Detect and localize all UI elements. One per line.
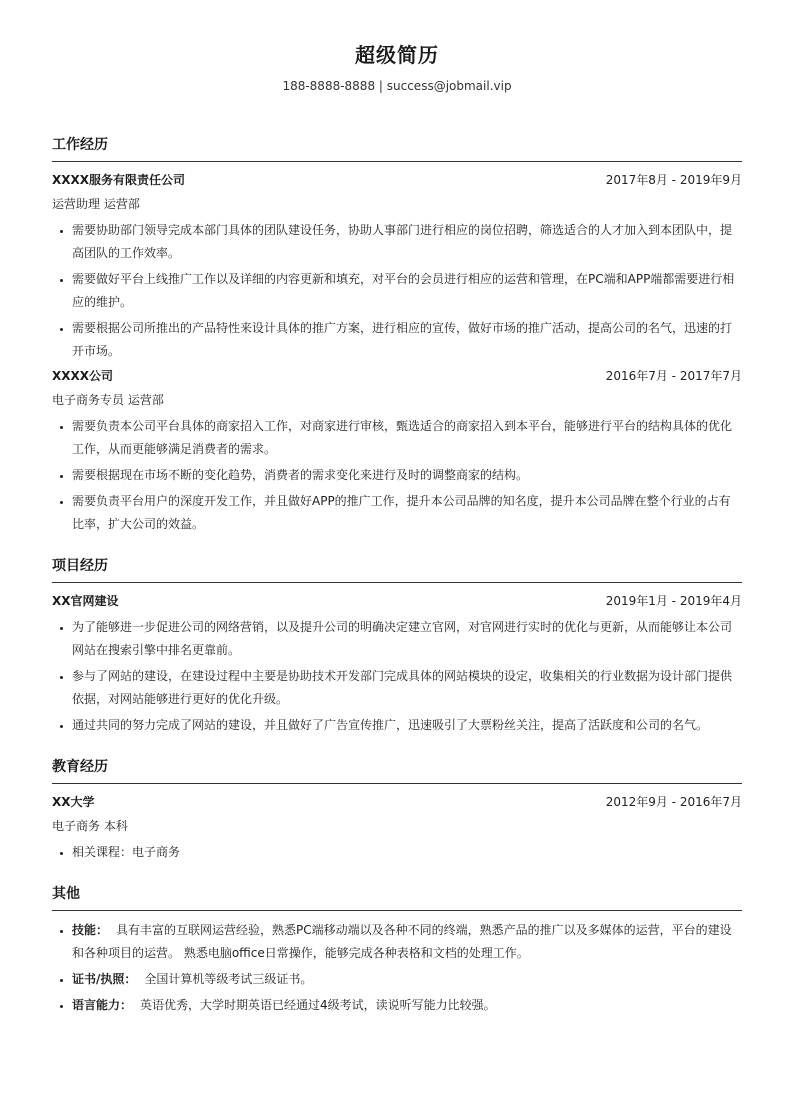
duty-list (52, 219, 742, 363)
work-entry (52, 367, 742, 536)
project-list (52, 616, 742, 737)
education-entry (52, 793, 742, 864)
list-item: • 参与了网站的建设，在建设过程中主要是协助技术开发部门完成具体的网站模块的设定，收集相关的行业数据为设计部门提供依据，对网站能够进行更好的优化升级。 (72, 665, 742, 711)
skill-text: 具有丰富的互联网运营经验，熟悉PC端移动端以及各种不同的终端，熟悉产品的推广以及多媒体的运营，平台的建设和各种项目的运营。 熟悉电脑office日常操作，能够完成各种表格和文档的处理工作。 (72, 923, 732, 960)
date-range: 2017年8月 - 2019年9月 (605, 173, 742, 187)
contact-info: 188-8888-8888 | success@jobmail.vip (282, 79, 512, 93)
job-role: 电子商务专员 运营部 (52, 393, 164, 407)
section-title-work: 工作经历 (52, 135, 742, 162)
job-role: 运营助理 运营部 (52, 197, 140, 211)
course-list (52, 841, 742, 864)
list-item: • 需要协助部门领导完成本部门具体的团队建设任务，协助人事部门进行相应的岗位招聘，筛选适合的人才加入到本团队中，提高团队的工作效率。 (72, 219, 742, 265)
section-title-projects: 项目经历 (52, 556, 742, 583)
section-title-education: 教育经历 (52, 757, 742, 784)
list-item: • 需要负责平台用户的深度开发工作，并且做好APP的推广工作，提升本公司品牌的知名度，提升本公司品牌在整个行业的占有比率，扩大公司的效益。 (72, 490, 742, 536)
list-item: • 为了能够进一步促进公司的网络营销，以及提升公司的明确决定建立官网，对官网进行实时的优化与更新，从而能够让本公司网站在搜索引擎中排名更靠前。 (72, 616, 742, 662)
resume-name: 超级简历 (355, 43, 439, 67)
list-item: • 需要根据现在市场不断的变化趋势，消费者的需求变化来进行及时的调整商家的结构。 (72, 464, 742, 487)
list-item: • 需要负责本公司平台具体的商家招入工作，对商家进行审核，甄选适合的商家招入到本平台，能够进行平台的结构具体的优化工作，从而更能够满足消费者的需求。 (72, 415, 742, 461)
work-entry (52, 171, 742, 363)
other-section (52, 884, 742, 1017)
duty-list (52, 415, 742, 536)
project-section (52, 556, 742, 737)
date-range: 2019年1月 - 2019年4月 (605, 594, 742, 608)
project-entry (52, 592, 742, 737)
language-label: 语言能力： (72, 998, 133, 1012)
other-list (52, 919, 742, 1017)
education-section (52, 757, 742, 864)
project-name: XX官网建设 (52, 594, 119, 608)
date-range: 2016年7月 - 2017年7月 (605, 369, 742, 383)
list-item: • 通过共同的努力完成了网站的建设，并且做好了广告宣传推广，迅速吸引了大票粉丝关注，提高了活跃度和公司的名气。 (72, 714, 742, 737)
degree: 电子商务 本科 (52, 819, 128, 833)
school-name: XX大学 (52, 795, 95, 809)
skill-label: 技能： (72, 923, 109, 937)
list-item-skills (72, 919, 742, 965)
company-name: XXXX服务有限责任公司 (52, 173, 186, 187)
work-section (52, 135, 742, 536)
list-item: • 相关课程：电子商务 (72, 841, 742, 864)
date-range: 2012年9月 - 2016年7月 (605, 795, 742, 809)
list-item: • 需要根据公司所推出的产品特性来设计具体的推广方案，进行相应的宣传，做好市场的推广活动，提高公司的名气，迅速的打开市场。 (72, 317, 742, 363)
company-name: XXXX公司 (52, 369, 114, 383)
certificate-label: 证书/执照： (72, 972, 137, 986)
list-item-language (72, 994, 742, 1017)
certificate-text: 全国计算机等级考试三级证书。 (144, 972, 313, 986)
language-text: 英语优秀，大学时期英语已经通过4级考试，读说听写能力比较强。 (140, 998, 496, 1012)
list-item: • 需要做好平台上线推广工作以及详细的内容更新和填充，对平台的会员进行相应的运营和管理，在PC端和APP端都需要进行相应的维护。 (72, 268, 742, 314)
section-title-other: 其他 (52, 884, 742, 911)
list-item-certificates (72, 968, 742, 991)
